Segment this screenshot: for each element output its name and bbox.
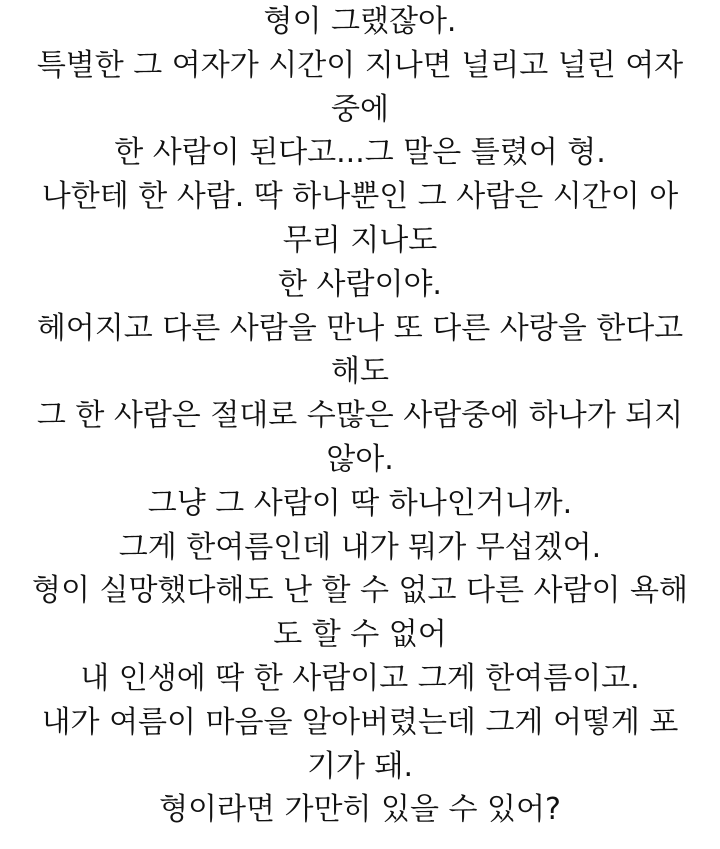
text-line: 그냥 그 사람이 딱 하나인거니까.: [147, 485, 573, 521]
text-line: 중에: [331, 91, 389, 127]
text-line: 특별한 그 여자가 시간이 지나면 널리고 널린 여자: [36, 47, 684, 83]
text-line: 한 사람이 된다고...그 말은 틀렸어 형.: [114, 135, 606, 171]
text-line: 형이 실망했다해도 난 할 수 없고 다른 사람이 욕해: [32, 573, 688, 609]
text-line: 내 인생에 딱 한 사람이고 그게 한여름이고.: [80, 660, 640, 696]
text-line: 한 사람이야.: [278, 266, 442, 302]
text-line: 않아.: [326, 441, 394, 477]
text-line: 그게 한여름인데 내가 뭐가 무섭겠어.: [118, 529, 602, 565]
text-line: 내가 여름이 마음을 알아버렸는데 그게 어떻게 포: [41, 704, 679, 740]
text-line: 나한테 한 사람. 딱 하나뿐인 그 사람은 시간이 아: [41, 179, 679, 215]
text-line: 그 한 사람은 절대로 수많은 사람중에 하나가 되지: [36, 398, 684, 434]
text-line: 헤어지고 다른 사람을 만나 또 다른 사랑을 한다고: [36, 310, 684, 346]
text-line: 형이라면 가만히 있을 수 있어?: [159, 792, 561, 828]
text-line: 도 할 수 없어: [273, 617, 447, 653]
text-line: 기가 돼.: [306, 748, 413, 784]
text-line: 무리 지나도: [282, 222, 438, 258]
text-line: 형이 그랬잖아.: [263, 4, 457, 39]
text-line: 해도: [331, 354, 389, 390]
